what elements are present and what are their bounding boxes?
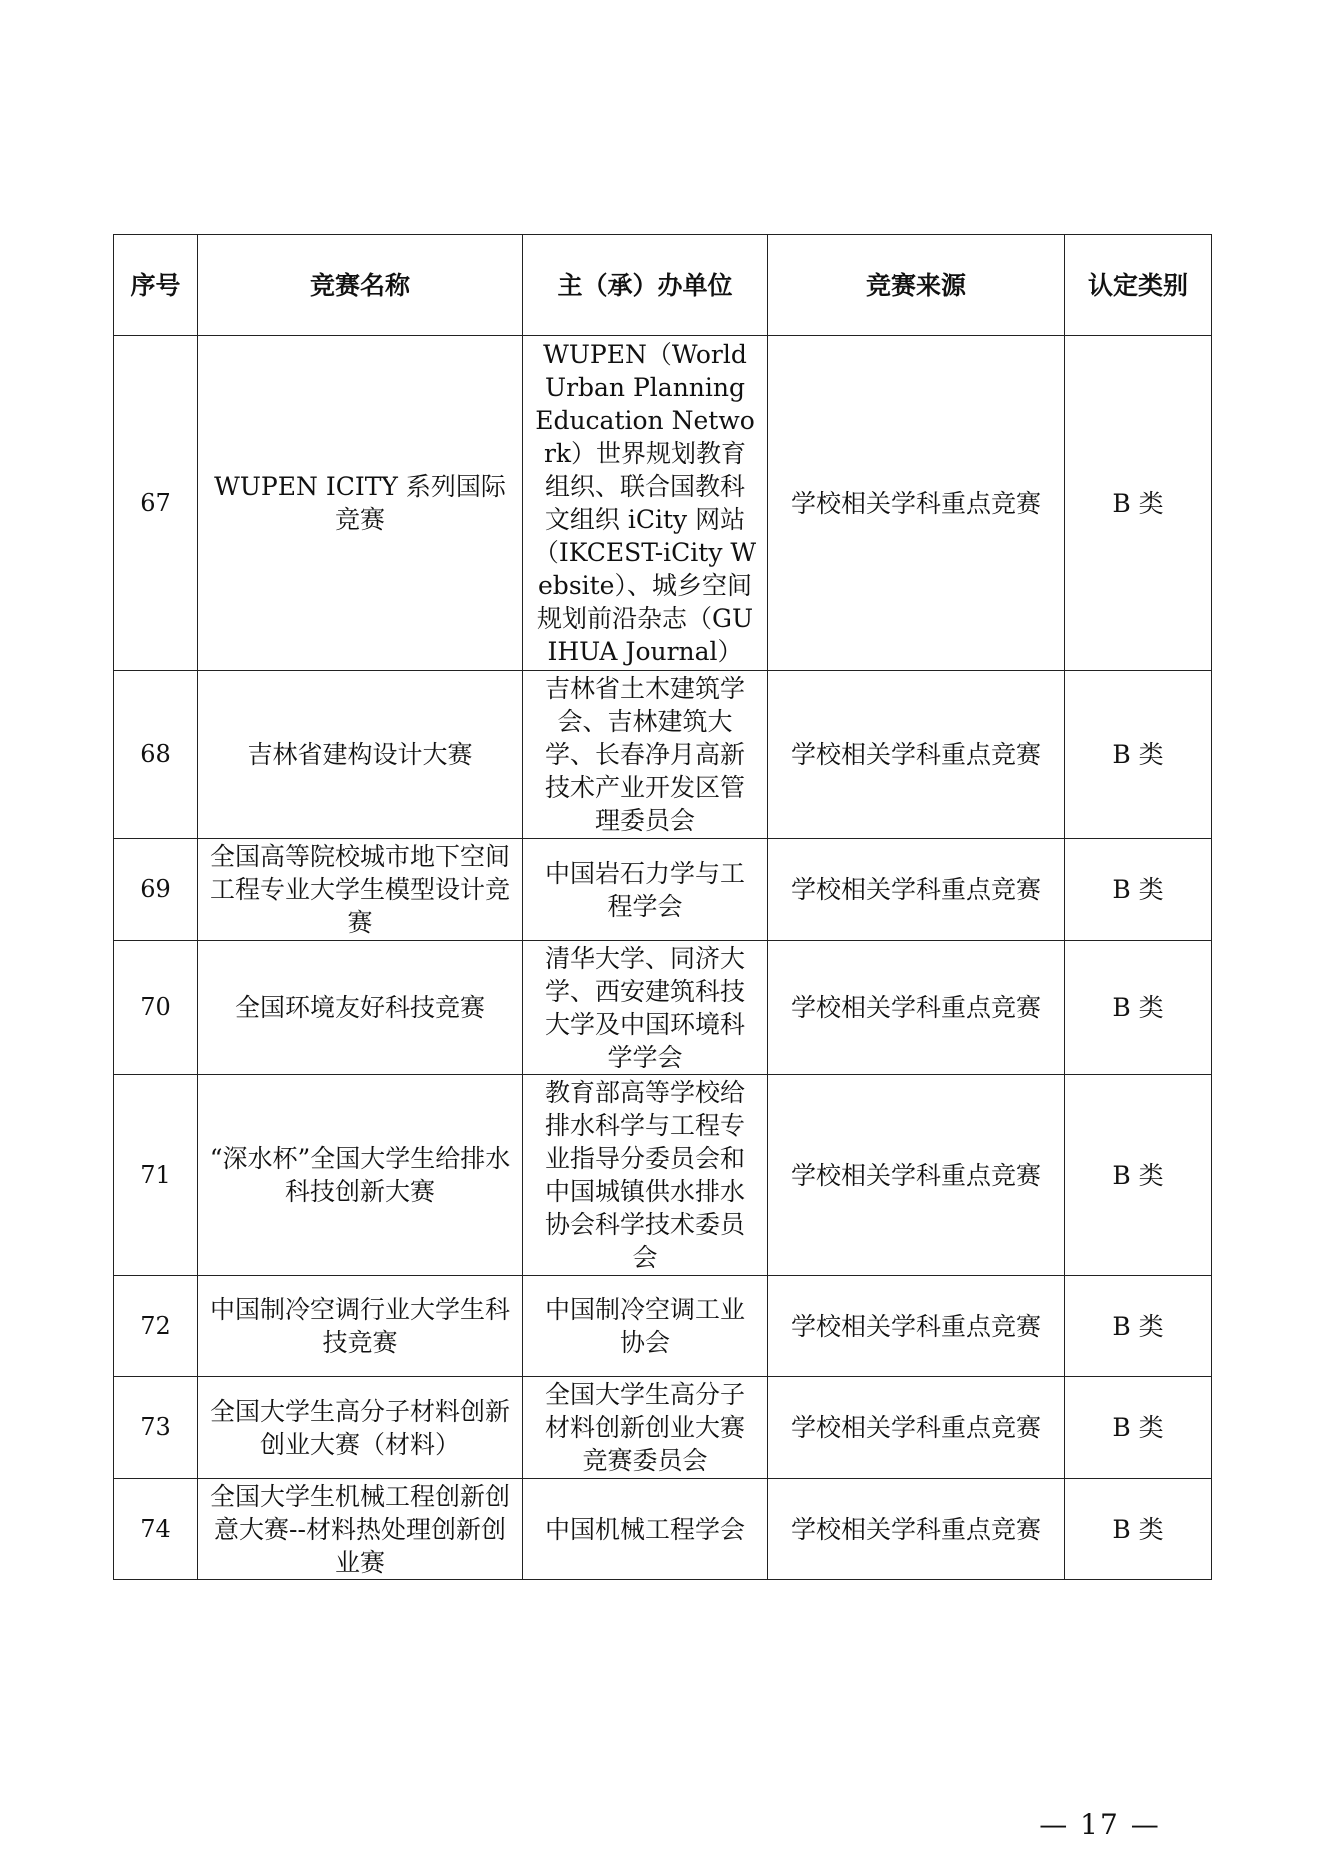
competition-source: 学校相关学科重点竞赛	[768, 1276, 1065, 1377]
header-organizer: 主（承）办单位	[523, 235, 768, 336]
organizer: 吉林省土木建筑学会、吉林建筑大学、长春净月高新技术产业开发区管理委员会	[523, 671, 768, 839]
competition-name: WUPEN ICITY 系列国际竞赛	[198, 336, 523, 671]
organizer: 全国大学生高分子材料创新创业大赛竞赛委员会	[523, 1377, 768, 1479]
organizer: WUPEN（World Urban Planning Education Network）世界规划教育组织、联合国教科文组织 iCity 网站（IKCEST-iCity Website）、城乡空间规划前沿杂志（GUIHUA Journal）	[523, 336, 768, 671]
competition-table	[113, 234, 1212, 1580]
row-number: 74	[114, 1479, 198, 1580]
competition-source: 学校相关学科重点竞赛	[768, 839, 1065, 941]
row-number: 70	[114, 941, 198, 1075]
competition-source: 学校相关学科重点竞赛	[768, 1479, 1065, 1580]
row-number: 71	[114, 1075, 198, 1276]
competition-name: 全国大学生机械工程创新创意大赛--材料热处理创新创业赛	[198, 1479, 523, 1580]
table-row	[114, 1479, 1212, 1580]
organizer: 清华大学、同济大学、西安建筑科技大学及中国环境科学学会	[523, 941, 768, 1075]
table-row	[114, 1276, 1212, 1377]
competition-source: 学校相关学科重点竞赛	[768, 1377, 1065, 1479]
table-row	[114, 1075, 1212, 1276]
competition-name: 全国环境友好科技竞赛	[198, 941, 523, 1075]
header-competition-name: 竞赛名称	[198, 235, 523, 336]
competition-name: “深水杯”全国大学生给排水科技创新大赛	[198, 1075, 523, 1276]
organizer: 中国制冷空调工业协会	[523, 1276, 768, 1377]
category: B 类	[1065, 1075, 1212, 1276]
header-source: 竞赛来源	[768, 235, 1065, 336]
table-row	[114, 839, 1212, 941]
row-number: 69	[114, 839, 198, 941]
row-number: 73	[114, 1377, 198, 1479]
row-number: 67	[114, 336, 198, 671]
header-category: 认定类别	[1065, 235, 1212, 336]
row-number: 72	[114, 1276, 198, 1377]
table-row	[114, 671, 1212, 839]
category: B 类	[1065, 941, 1212, 1075]
category: B 类	[1065, 1479, 1212, 1580]
table-row	[114, 336, 1212, 671]
category: B 类	[1065, 336, 1212, 671]
category: B 类	[1065, 1276, 1212, 1377]
competition-source: 学校相关学科重点竞赛	[768, 941, 1065, 1075]
category: B 类	[1065, 1377, 1212, 1479]
competition-name: 中国制冷空调行业大学生科技竞赛	[198, 1276, 523, 1377]
page-number: — 17 —	[1039, 1808, 1161, 1841]
table-row	[114, 1377, 1212, 1479]
row-number: 68	[114, 671, 198, 839]
category: B 类	[1065, 839, 1212, 941]
category: B 类	[1065, 671, 1212, 839]
table-header-row	[114, 235, 1212, 336]
competition-source: 学校相关学科重点竞赛	[768, 671, 1065, 839]
competition-source: 学校相关学科重点竞赛	[768, 336, 1065, 671]
table-row	[114, 941, 1212, 1075]
organizer: 中国岩石力学与工程学会	[523, 839, 768, 941]
organizer: 中国机械工程学会	[523, 1479, 768, 1580]
competition-name: 吉林省建构设计大赛	[198, 671, 523, 839]
competition-name: 全国大学生高分子材料创新创业大赛（材料）	[198, 1377, 523, 1479]
competition-source: 学校相关学科重点竞赛	[768, 1075, 1065, 1276]
competition-name: 全国高等院校城市地下空间工程专业大学生模型设计竞赛	[198, 839, 523, 941]
organizer: 教育部高等学校给排水科学与工程专业指导分委员会和中国城镇供水排水协会科学技术委员会	[523, 1075, 768, 1276]
header-number: 序号	[114, 235, 198, 336]
